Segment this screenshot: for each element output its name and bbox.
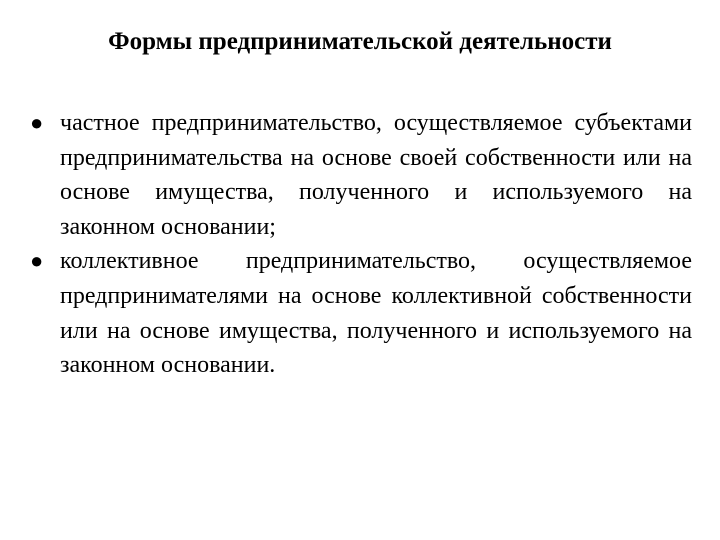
list-item <box>30 106 692 244</box>
slide-title: Формы предпринимательской деятельности <box>108 28 612 55</box>
bullet-icon: ● <box>30 248 44 274</box>
list-item-first-word: коллективное <box>60 248 199 275</box>
list-item-body: предпринимательство, осуществляемое субъектами предпринимательства на основе своей собственности или на основе имущества, полученного и используемого на законном основании; <box>60 110 692 240</box>
bullet-list <box>30 106 692 383</box>
list-item-body: предпринимательство, осуществляемое предпринимателями на основе коллективной собственности или на основе имущества, полученного и используемого на законном основании. <box>60 248 692 379</box>
list-item-text <box>60 244 692 382</box>
list-item <box>30 244 692 382</box>
list-item-text <box>60 106 692 244</box>
list-item-first-word: частное <box>60 110 140 136</box>
bullet-icon: ● <box>30 110 44 135</box>
